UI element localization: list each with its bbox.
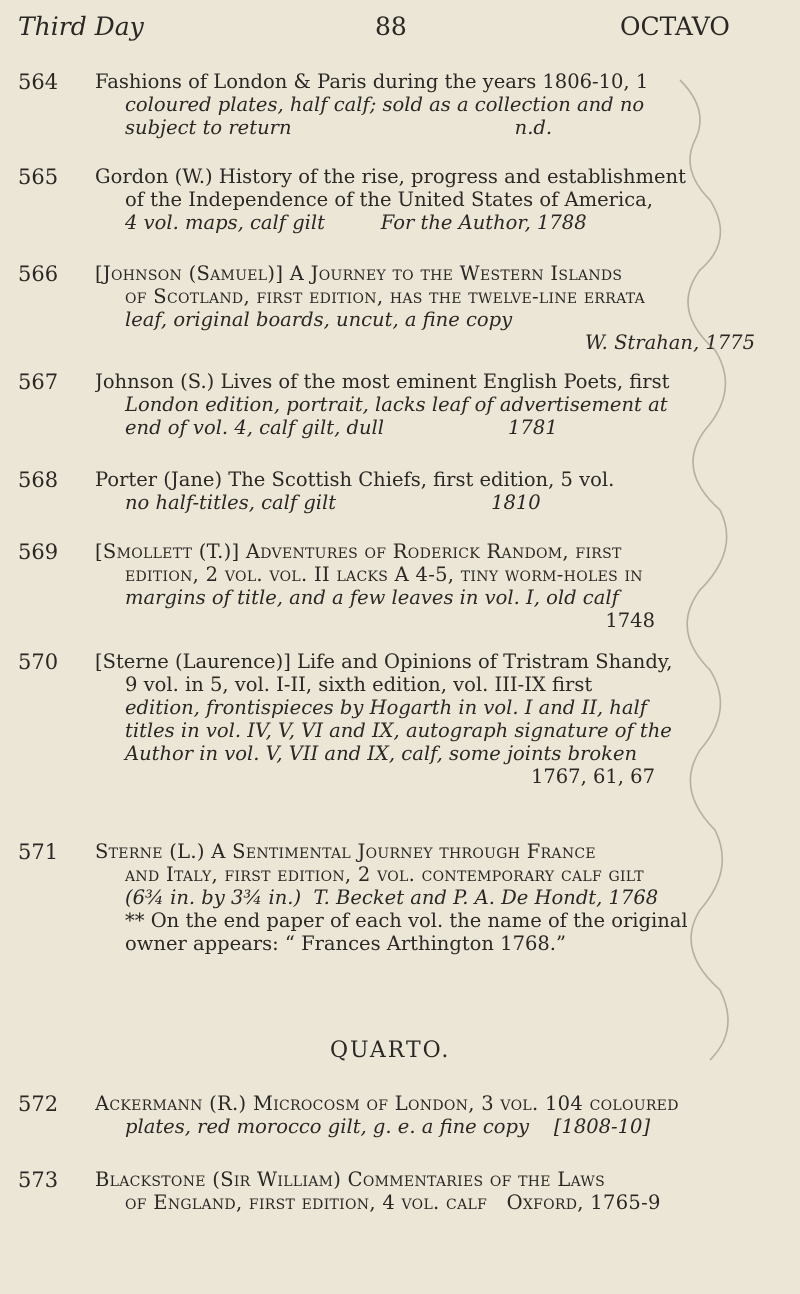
lot-description bbox=[95, 70, 775, 139]
lot-line: [Johnson (Samuel)] A Journey to the Western Islands bbox=[95, 262, 623, 285]
lot-number: 567 bbox=[18, 370, 59, 394]
lot-line: Johnson (S.) Lives of the most eminent English Poets, first bbox=[95, 370, 670, 393]
lot-line: and Italy, first edition, 2 vol. contemporary calf gilt bbox=[125, 863, 644, 886]
header-format: OCTAVO bbox=[620, 12, 730, 41]
lot-line: 4 vol. maps, calf gilt For the Author, 1788 bbox=[125, 211, 587, 234]
lot-line: Blackstone (Sir William) Commentaries of the Laws bbox=[95, 1168, 605, 1191]
lot-description bbox=[95, 650, 775, 788]
lot-line: 9 vol. in 5, vol. I-II, sixth edition, vol. III-IX first bbox=[125, 673, 593, 696]
lot-number: 572 bbox=[18, 1092, 59, 1116]
header-day: Third Day bbox=[18, 12, 144, 41]
lot-description bbox=[95, 165, 775, 234]
lot-line: 1748 bbox=[605, 609, 655, 632]
lot-line: end of vol. 4, calf gilt, dull 1781 bbox=[125, 416, 558, 439]
lot-line: titles in vol. IV, V, VI and IX, autograph signature of the bbox=[125, 719, 672, 742]
lot-line: plates, red morocco gilt, g. e. a fine copy [1808-10] bbox=[125, 1115, 651, 1138]
lot-line: Author in vol. V, VII and IX, calf, some joints broken bbox=[125, 742, 638, 765]
lot-line: London edition, portrait, lacks leaf of advertisement at bbox=[125, 393, 668, 416]
lot-line: Porter (Jane) The Scottish Chiefs, first edition, 5 vol. bbox=[95, 468, 615, 491]
page-number: 88 bbox=[375, 12, 407, 41]
section-heading: QUARTO. bbox=[330, 1038, 451, 1063]
lot-line: Sterne (L.) A Sentimental Journey through France bbox=[95, 840, 596, 863]
lot-number: 565 bbox=[18, 165, 59, 189]
lot-line: Ackermann (R.) Microcosm of London, 3 vol. 104 coloured bbox=[95, 1092, 679, 1115]
lot-number: 573 bbox=[18, 1168, 59, 1192]
lot-line: edition, frontispieces by Hogarth in vol. I and II, half bbox=[125, 696, 647, 719]
lot-line: subject to return n.d. bbox=[125, 116, 553, 139]
lot-description bbox=[95, 840, 775, 955]
lot-line: Gordon (W.) History of the rise, progress and establishment bbox=[95, 165, 686, 188]
lot-line: margins of title, and a few leaves in vol. I, old calf bbox=[125, 586, 619, 609]
lot-description bbox=[95, 262, 775, 354]
lot-description bbox=[95, 540, 775, 632]
lot-line: of Scotland, first edition, has the twelve-line errata bbox=[125, 285, 646, 308]
lot-description bbox=[95, 1092, 775, 1138]
lot-number: 566 bbox=[18, 262, 59, 286]
lot-line: [Sterne (Laurence)] Life and Opinions of Tristram Shandy, bbox=[95, 650, 673, 673]
lot-description bbox=[95, 468, 775, 514]
lot-line: [Smollett (T.)] Adventures of Roderick Random, first bbox=[95, 540, 622, 563]
lot-line: of England, first edition, 4 vol. calf Oxford, 1765-9 bbox=[125, 1191, 661, 1214]
lot-line: ** On the end paper of each vol. the name of the original bbox=[125, 909, 688, 932]
lot-line: W. Strahan, 1775 bbox=[585, 331, 755, 354]
lot-number: 570 bbox=[18, 650, 59, 674]
lot-line: of the Independence of the United States of America, bbox=[125, 188, 653, 211]
lot-description bbox=[95, 370, 775, 439]
lot-number: 569 bbox=[18, 540, 59, 564]
lot-number: 564 bbox=[18, 70, 59, 94]
lot-line: no half-titles, calf gilt 1810 bbox=[125, 491, 541, 514]
lot-line: Fashions of London & Paris during the years 1806-10, 1 bbox=[95, 70, 649, 93]
lot-line: edition, 2 vol. vol. II lacks A 4-5, tiny worm-holes in bbox=[125, 563, 643, 586]
lot-line: coloured plates, half calf; sold as a collection and no bbox=[125, 93, 645, 116]
lot-description bbox=[95, 1168, 775, 1214]
lot-number: 571 bbox=[18, 840, 59, 864]
lot-line: (6¾ in. by 3¾ in.) T. Becket and P. A. De Hondt, 1768 bbox=[125, 886, 659, 909]
lot-line: leaf, original boards, uncut, a fine copy bbox=[125, 308, 513, 331]
lot-line: 1767, 61, 67 bbox=[530, 765, 655, 788]
lot-number: 568 bbox=[18, 468, 59, 492]
lot-line: owner appears: “ Frances Arthington 1768.” bbox=[125, 932, 566, 955]
